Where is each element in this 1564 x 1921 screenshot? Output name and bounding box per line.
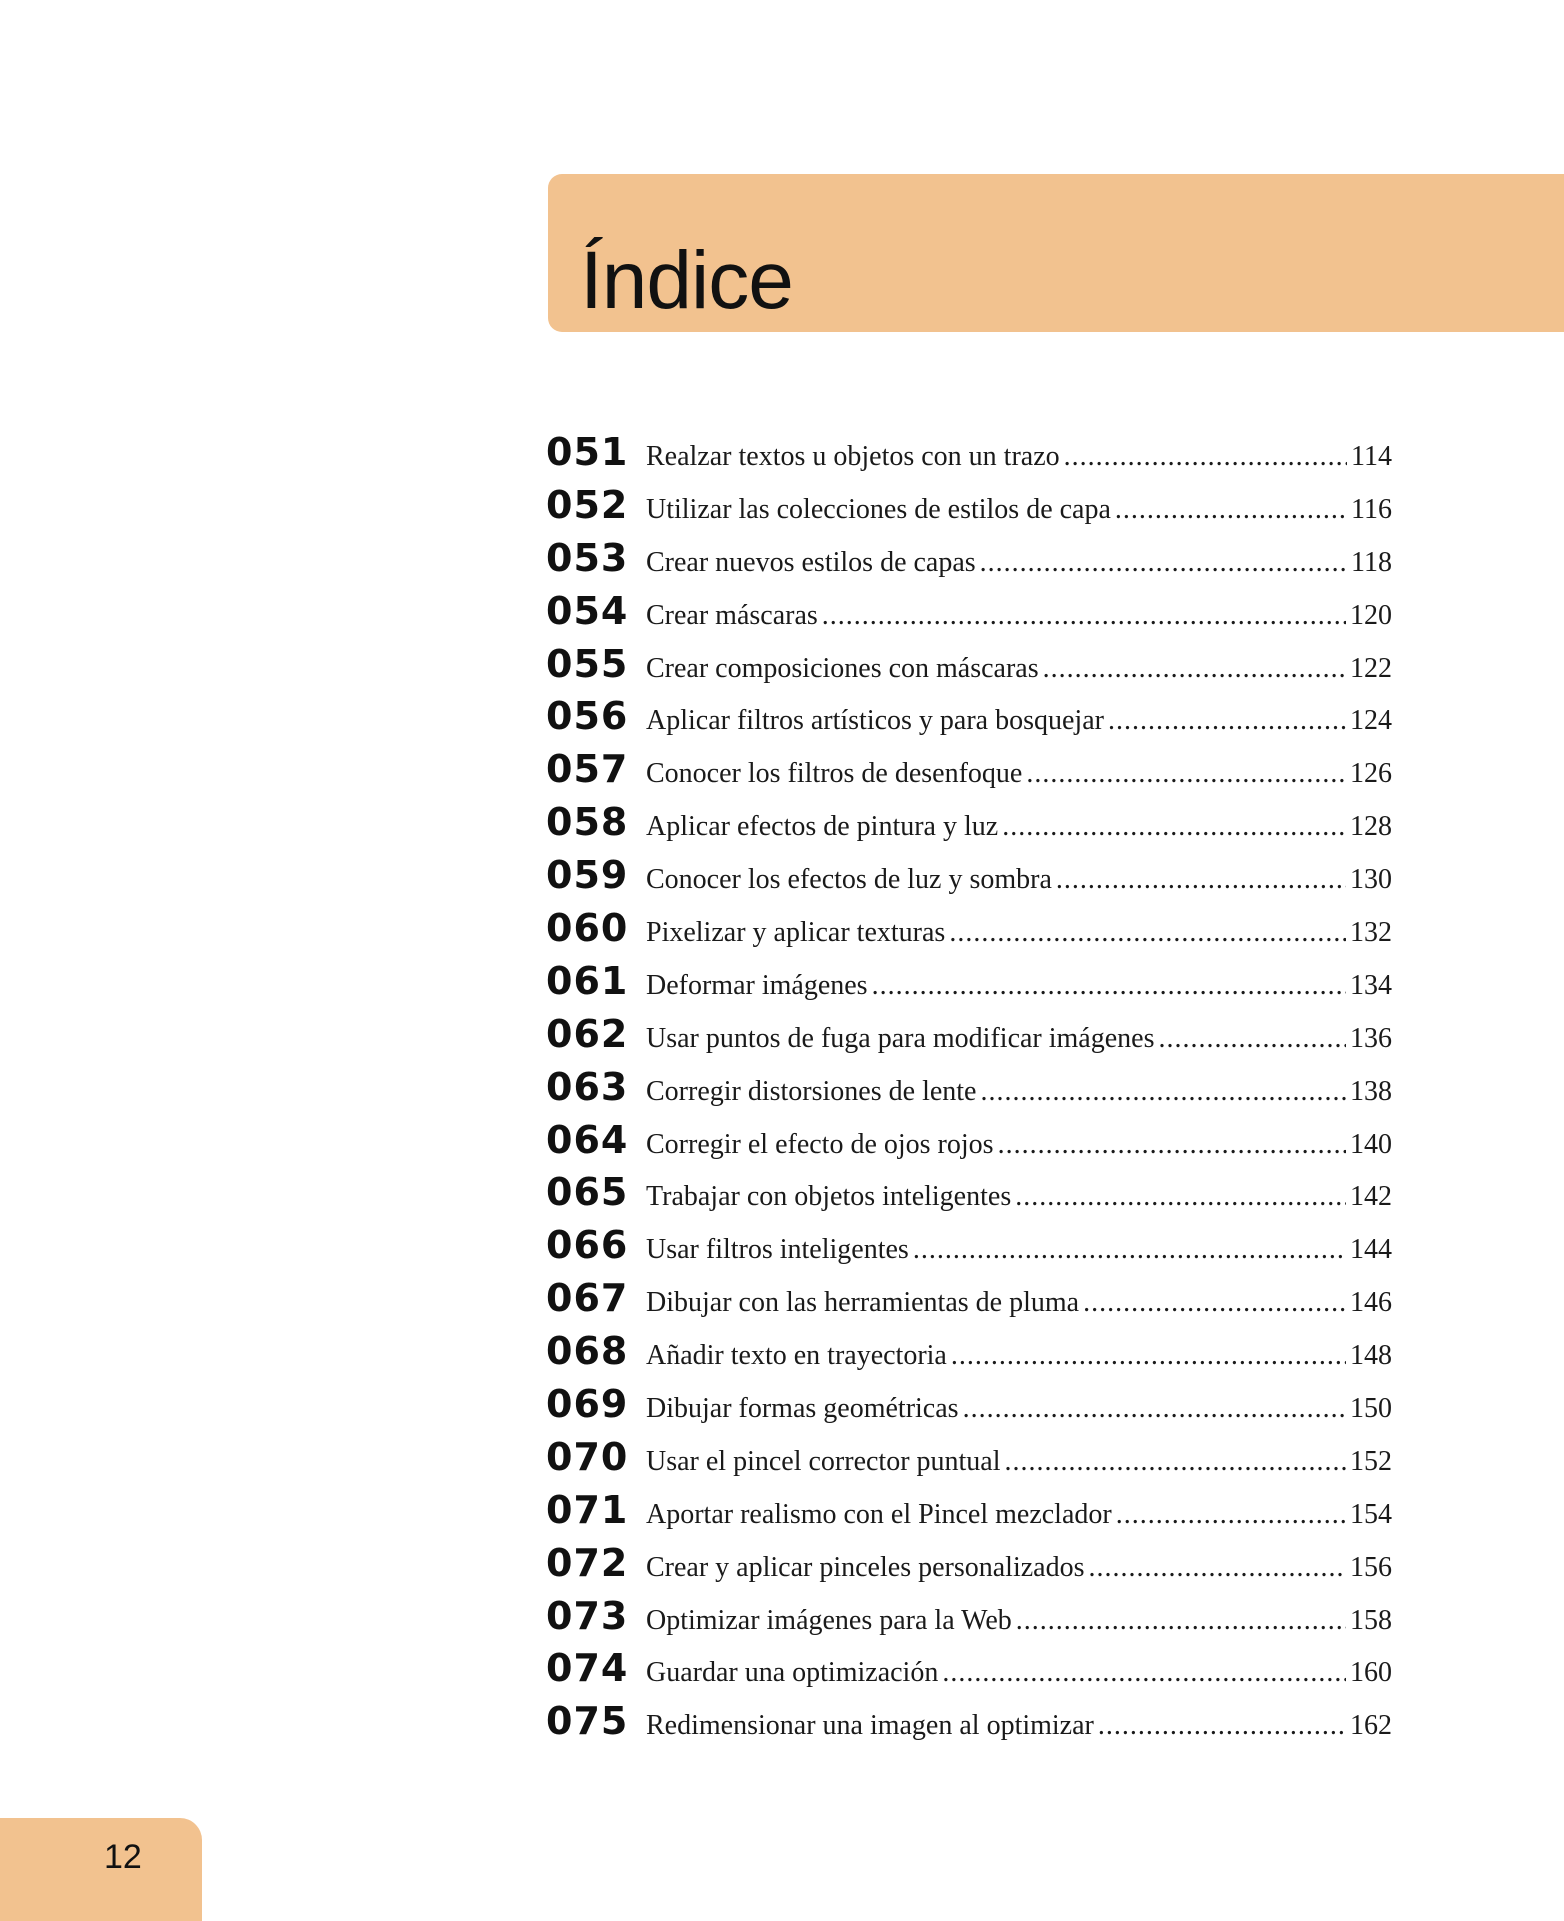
toc-entry <box>546 1065 1392 1118</box>
toc-entry <box>546 642 1392 695</box>
toc-entry-page: 144 <box>1350 1234 1392 1266</box>
toc-entry <box>546 536 1392 589</box>
toc-entry-title: Corregir distorsiones de lente <box>646 1075 977 1107</box>
toc-entry-title: Usar puntos de fuga para modificar imágenes <box>646 1022 1155 1054</box>
toc-entry-page: 158 <box>1350 1604 1392 1636</box>
toc-entry <box>546 1646 1392 1699</box>
toc-entry-title: Utilizar las colecciones de estilos de capa <box>646 493 1111 525</box>
toc-entry-page: 116 <box>1351 493 1392 525</box>
toc-entry <box>546 1435 1392 1488</box>
toc-entry-number: 059 <box>546 853 629 898</box>
toc-entry <box>546 1488 1392 1541</box>
toc-entry-number: 051 <box>546 430 629 474</box>
toc-entry-page: 114 <box>1351 441 1392 472</box>
toc-dot-leader <box>1016 1605 1346 1637</box>
toc-entry-number: 068 <box>546 1329 629 1374</box>
toc-entry-number: 063 <box>546 1064 629 1109</box>
toc-entry-number: 070 <box>546 1434 629 1479</box>
toc-entry-page: 156 <box>1350 1551 1392 1583</box>
toc-entry-page: 152 <box>1350 1445 1392 1477</box>
page-number-tab <box>0 1818 202 1921</box>
toc-entry-title: Trabajar con objetos inteligentes <box>646 1181 1012 1213</box>
toc-entry-page: 126 <box>1350 758 1392 790</box>
toc-dot-leader <box>1088 1552 1346 1584</box>
toc-dot-leader <box>822 600 1346 632</box>
toc-entry-title: Aportar realismo con el Pincel mezclador <box>646 1498 1112 1530</box>
toc-entry-number: 060 <box>546 906 629 951</box>
toc-entry-page: 132 <box>1350 917 1392 949</box>
toc-entry <box>546 1541 1392 1594</box>
toc-entry-title: Optimizar imágenes para la Web <box>646 1604 1012 1636</box>
toc-dot-leader <box>1056 864 1346 896</box>
toc-dot-leader <box>963 1393 1346 1425</box>
toc-entry-page: 138 <box>1350 1075 1392 1107</box>
toc-entry <box>546 1329 1392 1382</box>
toc-entry-page: 162 <box>1350 1710 1392 1742</box>
toc-entry <box>546 430 1392 483</box>
table-of-contents <box>546 430 1392 1752</box>
toc-dot-leader <box>1083 1287 1346 1319</box>
toc-entry-number: 052 <box>546 482 629 527</box>
toc-entry-number: 053 <box>546 535 629 580</box>
toc-entry-number: 072 <box>546 1540 629 1585</box>
toc-entry-number: 057 <box>546 747 629 792</box>
toc-entry <box>546 1382 1392 1435</box>
toc-entry-title: Dibujar formas geométricas <box>646 1393 959 1425</box>
toc-entry-title: Dibujar con las herramientas de pluma <box>646 1287 1080 1319</box>
toc-entry-title: Realzar textos u objetos con un trazo <box>646 441 1060 472</box>
toc-dot-leader <box>1115 494 1347 526</box>
toc-dot-leader <box>951 1340 1346 1372</box>
toc-entry <box>546 959 1392 1012</box>
toc-entry-title: Aplicar efectos de pintura y luz <box>646 811 999 843</box>
toc-entry-page: 136 <box>1350 1022 1392 1054</box>
toc-entry-page: 118 <box>1351 546 1392 578</box>
toc-entry-page: 150 <box>1350 1393 1392 1425</box>
toc-entry <box>546 1012 1392 1065</box>
toc-entry-number: 058 <box>546 800 629 845</box>
toc-dot-leader <box>872 970 1346 1002</box>
toc-entry <box>546 1594 1392 1647</box>
toc-entry-page: 142 <box>1350 1181 1392 1213</box>
toc-entry-page: 120 <box>1350 599 1392 631</box>
toc-entry <box>546 800 1392 853</box>
toc-entry-number: 066 <box>546 1223 629 1268</box>
toc-dot-leader <box>1098 1710 1346 1742</box>
toc-entry <box>546 1170 1392 1223</box>
toc-dot-leader <box>980 547 1347 579</box>
toc-entry-page: 134 <box>1350 969 1392 1001</box>
toc-entry-number: 073 <box>546 1593 629 1638</box>
toc-entry <box>546 906 1392 959</box>
toc-entry-page: 140 <box>1350 1128 1392 1160</box>
toc-entry-number: 074 <box>546 1646 629 1691</box>
toc-dot-leader <box>1043 653 1346 685</box>
toc-dot-leader <box>942 1657 1346 1689</box>
toc-entry-number: 055 <box>546 641 629 686</box>
toc-entry-number: 071 <box>546 1487 629 1532</box>
toc-entry <box>546 1699 1392 1752</box>
toc-entry-number: 056 <box>546 694 629 739</box>
toc-entry-number: 061 <box>546 958 629 1003</box>
toc-entry-title: Usar el pincel corrector puntual <box>646 1445 1001 1477</box>
toc-entry-number: 069 <box>546 1382 629 1427</box>
toc-entry-title: Conocer los filtros de desenfoque <box>646 758 1023 790</box>
toc-entry-title: Crear y aplicar pinceles personalizados <box>646 1551 1085 1583</box>
toc-entry-page: 128 <box>1350 811 1392 843</box>
toc-entry <box>546 694 1392 747</box>
toc-entry <box>546 747 1392 800</box>
toc-entry-page: 146 <box>1350 1287 1392 1319</box>
toc-entry <box>546 589 1392 642</box>
toc-entry-page: 130 <box>1350 864 1392 896</box>
page-number: 12 <box>104 1838 142 1876</box>
toc-entry-title: Guardar una optimización <box>646 1657 939 1689</box>
toc-entry <box>546 483 1392 536</box>
toc-entry <box>546 1276 1392 1329</box>
toc-entry-number: 067 <box>546 1276 629 1321</box>
toc-entry-page: 148 <box>1350 1340 1392 1372</box>
toc-entry <box>546 1118 1392 1171</box>
toc-entry <box>546 853 1392 906</box>
toc-entry-number: 062 <box>546 1011 629 1056</box>
toc-dot-leader <box>980 1076 1346 1108</box>
toc-entry-page: 160 <box>1350 1657 1392 1689</box>
toc-entry-title: Añadir texto en trayectoria <box>646 1340 947 1372</box>
toc-entry-title: Crear composiciones con máscaras <box>646 652 1039 684</box>
toc-entry-title: Aplicar filtros artísticos y para bosquejar <box>646 705 1104 737</box>
toc-entry-page: 124 <box>1350 705 1392 737</box>
toc-entry-number: 064 <box>546 1117 629 1162</box>
toc-dot-leader <box>1002 811 1346 843</box>
toc-entry-page: 154 <box>1350 1498 1392 1530</box>
toc-dot-leader <box>1064 441 1347 473</box>
toc-entry-number: 065 <box>546 1170 629 1215</box>
toc-entry-title: Corregir el efecto de ojos rojos <box>646 1128 994 1160</box>
toc-entry-title: Crear máscaras <box>646 599 818 631</box>
toc-dot-leader <box>1026 758 1346 790</box>
toc-dot-leader <box>913 1234 1346 1266</box>
toc-dot-leader <box>1158 1023 1346 1055</box>
toc-entry-number: 054 <box>546 588 629 633</box>
toc-dot-leader <box>1108 705 1346 737</box>
toc-dot-leader <box>998 1129 1346 1161</box>
toc-entry-title: Usar filtros inteligentes <box>646 1234 909 1266</box>
toc-entry-title: Pixelizar y aplicar texturas <box>646 917 946 949</box>
toc-dot-leader <box>949 917 1346 949</box>
toc-entry <box>546 1223 1392 1276</box>
toc-dot-leader <box>1005 1446 1346 1478</box>
toc-entry-title: Deformar imágenes <box>646 969 868 1001</box>
toc-dot-leader <box>1015 1181 1346 1213</box>
toc-entry-title: Conocer los efectos de luz y sombra <box>646 864 1052 896</box>
title-band <box>548 174 1564 332</box>
toc-entry-title: Redimensionar una imagen al optimizar <box>646 1710 1094 1742</box>
toc-entry-number: 075 <box>546 1699 629 1744</box>
toc-entry-page: 122 <box>1350 652 1392 684</box>
toc-dot-leader <box>1116 1499 1346 1531</box>
toc-entry-title: Crear nuevos estilos de capas <box>646 546 976 578</box>
page-title: Índice <box>580 235 793 326</box>
